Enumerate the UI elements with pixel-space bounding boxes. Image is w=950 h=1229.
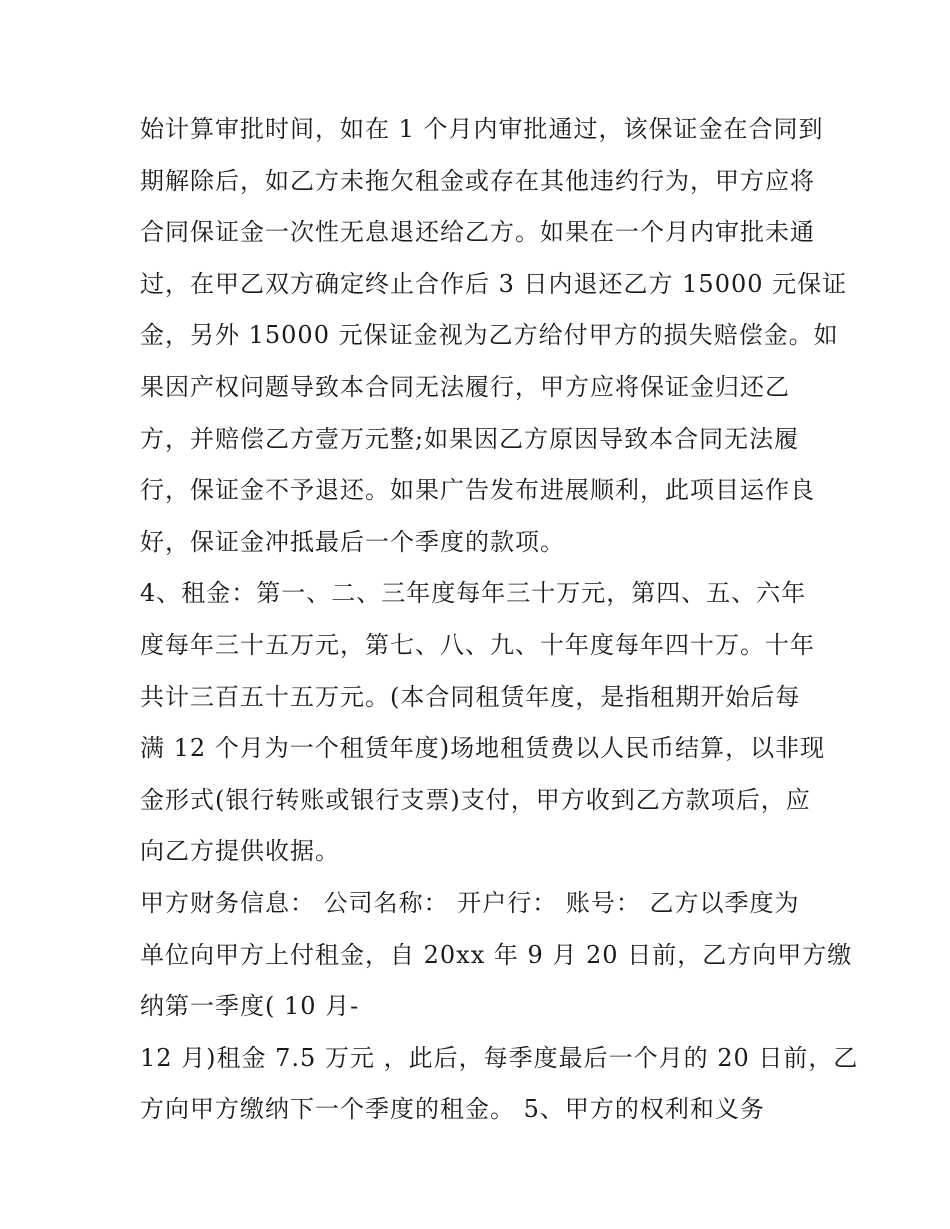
text-line: 金，另外 15000 元保证金视为乙方给付甲方的损失赔偿金。如 (140, 321, 839, 350)
text-line: 合同保证金一次性无息退还给乙方。如果在一个月内审批未通 (140, 218, 815, 247)
text-line: 方向甲方缴纳下一个季度的租金。 5、甲方的权利和义务 (140, 1095, 765, 1124)
text-line: 期解除后，如乙方未拖欠租金或存在其他违约行为，甲方应将 (140, 166, 815, 195)
text-line: 金形式(银行转账或银行支票)支付，甲方收到乙方款项后，应 (140, 785, 811, 814)
text-line: 满 12 个月为一个租赁年度)场地租赁费以人民币结算，以非现 (140, 734, 826, 763)
text-line: 方，并赔偿乙方壹万元整;如果因乙方原因导致本合同无法履 (140, 424, 800, 453)
contract-text (140, 104, 859, 1136)
text-line: 纳第一季度( 10 月- (140, 992, 360, 1021)
text-line: 共计三百五十五万元。(本合同租赁年度，是指租期开始后每 (140, 682, 801, 711)
text-line: 好，保证金冲抵最后一个季度的款项。 (140, 527, 565, 556)
text-line: 始计算审批时间，如在 1 个月内审批通过，该保证金在合同到 (140, 115, 824, 143)
text-line: 单位向甲方上付租金，自 20xx 年 9 月 20 日前，乙方向甲方缴 (140, 940, 853, 969)
text-line: 甲方财务信息： 公司名称： 开户行： 账号： 乙方以季度为 (140, 888, 800, 917)
text-line: 4、租金：第一、二、三年度每年三十万元，第四、五、六年 (140, 579, 807, 608)
text-line: 果因产权问题导致本合同无法履行，甲方应将保证金归还乙 (140, 372, 790, 401)
text-line: 过，在甲乙双方确定终止合作后 3 日内退还乙方 15000 元保证 (140, 269, 848, 298)
text-line: 12 月)租金 7.5 万元 ，此后，每季度最后一个月的 20 日前，乙 (140, 1043, 859, 1072)
text-line: 度每年三十五万元，第七、八、九、十年度每年四十万。十年 (140, 630, 815, 659)
text-line: 向乙方提供收据。 (140, 837, 340, 866)
text-line: 行，保证金不予退还。如果广告发布进展顺利，此项目运作良 (140, 476, 815, 505)
